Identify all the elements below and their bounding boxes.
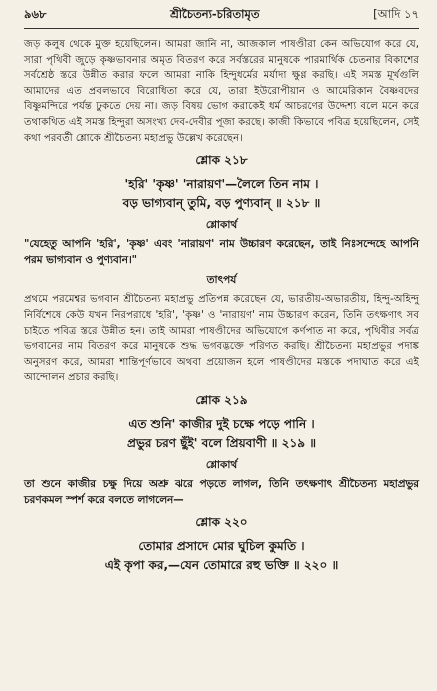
verse-219-line-2: প্রভুর চরণ ছুঁই' বলে প্রিয়বাণী ॥ ২১৯ ॥ (127, 435, 316, 450)
verse-220-line-2: এই কৃপা কর,—যেন তোমারে রহু ভক্তি ॥ ২২০ ॥ (104, 558, 339, 573)
verse-218-purport: প্রথমে পরমেশ্বর ভগবান শ্রীচৈতন্য মহাপ্রভু প্রতিপন্ন করেছেন যে, ভারতীয়-অভারতীয়, হিন্দু-অহিন্দু নির্বিশেষে কেউ যখন নিরপরাধে 'হরি', 'কৃষ্ণ' ও 'নারায়ণ' নাম উচ্চারণ করেন, তিনি তৎক্ষণাৎ সব চাইতে পবিত্র স্তরে উন্নীত হন। তাই আমরা পাষণ্ডীদের অভিযোগে কর্ণপাত না করে, পৃথিবীর সর্বত্র ভগবানের নাম বিতরণ করে মানুষকে শুদ্ধ ভগবদ্ভক্তে পরিণত করছি। শ্রীচৈতন্য মহাপ্রভুর পদাঙ্ক অনুসরণ করে, আমরা শান্তিপূর্ণভাবে অথবা প্রয়োজন হলে পাষণ্ডীদের মস্তকে পদাঘাত করে এই আন্দোলন প্রচার করছি। (24, 294, 419, 384)
page-number: ৯৬৮ (24, 7, 47, 21)
verse-220-heading: শ্লোক ২২০ (195, 515, 248, 530)
verse-218-heading: শ্লোক ২১৮ (195, 153, 248, 168)
verse-220-line-1: তোমার প্রসাদে মোর ঘুচিল কুমতি । (138, 539, 305, 554)
verse-219-heading: শ্লোক ২১৯ (195, 392, 248, 407)
book-title: শ্রীচৈতন্য-চরিতামৃত (170, 7, 260, 21)
header-rule (24, 28, 419, 29)
verse-218-translation-heading: শ্লোকার্থ (205, 219, 238, 232)
verse-218-purport-heading: তাৎপর্য (206, 274, 237, 287)
verse-218-line-2: বড় ভাগ্যবান্ তুমি, বড় পুণ্যবান্ ॥ ২১৮ ॥ (122, 196, 321, 211)
page-header (24, 6, 419, 26)
intro-paragraph: জড় কলুষ থেকে মুক্ত হয়েছিলেন। আমরা জানি না, আজকাল পাষণ্ডীরা কেন অভিযোগ করে যে, সারা পৃথিবী জুড়ে কৃষ্ণভাবনার অমৃত বিতরণ করে সর্বস্তরের মানুষকে পারমার্থিক চেতনার বিকাশের সর্বশ্রেষ্ঠ স্তরে উন্নীত করার ফলে আমরা নাকি হিন্দুধর্মের মর্যাদা ক্ষুণ্ণ করছি। এই সমস্ত মূর্খগুলি আমাদের এত প্রবলভাবে বিরোধিতা করে যে, তারা ইউরোপীয়ান ও আমেরিকান বৈষ্ণবদের বিষ্ণুমন্দিরে পর্যন্ত ঢুকতে দেয় না। জড় বিষয় ভোগ করাকেই ধর্ম আচরণের উদ্দেশ্য বলে মনে করে তথাকথিত এই সমস্ত হিন্দুরা অসংখ্য দেব-দেবীর পূজা করছে। কাজী কিভাবে পবিত্র হয়েছিলেন, সেই কথা পরবর্তী শ্লোকে শ্রীচৈতন্য মহাপ্রভু উল্লেখ করেছেন। (24, 39, 419, 144)
verse-218-translation: "যেহেতু আপনি 'হরি', 'কৃষ্ণ' এবং 'নারায়ণ' নাম উচ্চারণ করেছেন, তাই নিঃসন্দেহে আপনি পরম ভাগ্যবান ও পুণ্যবান।" (24, 238, 419, 266)
verse-219-translation: তা শুনে কাজীর চক্ষু দিয়ে অশ্রু ঝরে পড়তে লাগল, তিনি তৎক্ষণাৎ শ্রীচৈতন্য মহাপ্রভুর চরণকমল স্পর্শ করে বলতে লাগলেন— (24, 477, 419, 506)
verse-219-line-1: এত শুনি' কাজীর দুই চক্ষে পড়ে পানি । (128, 416, 315, 431)
chapter-label: [আদি ১৭ (373, 7, 419, 21)
verse-218-line-1: 'হরি' 'কৃষ্ণ' 'নারায়ণ'—লৈলে তিন নাম । (124, 177, 319, 192)
verse-219-translation-heading: শ্লোকার্থ (205, 458, 238, 471)
